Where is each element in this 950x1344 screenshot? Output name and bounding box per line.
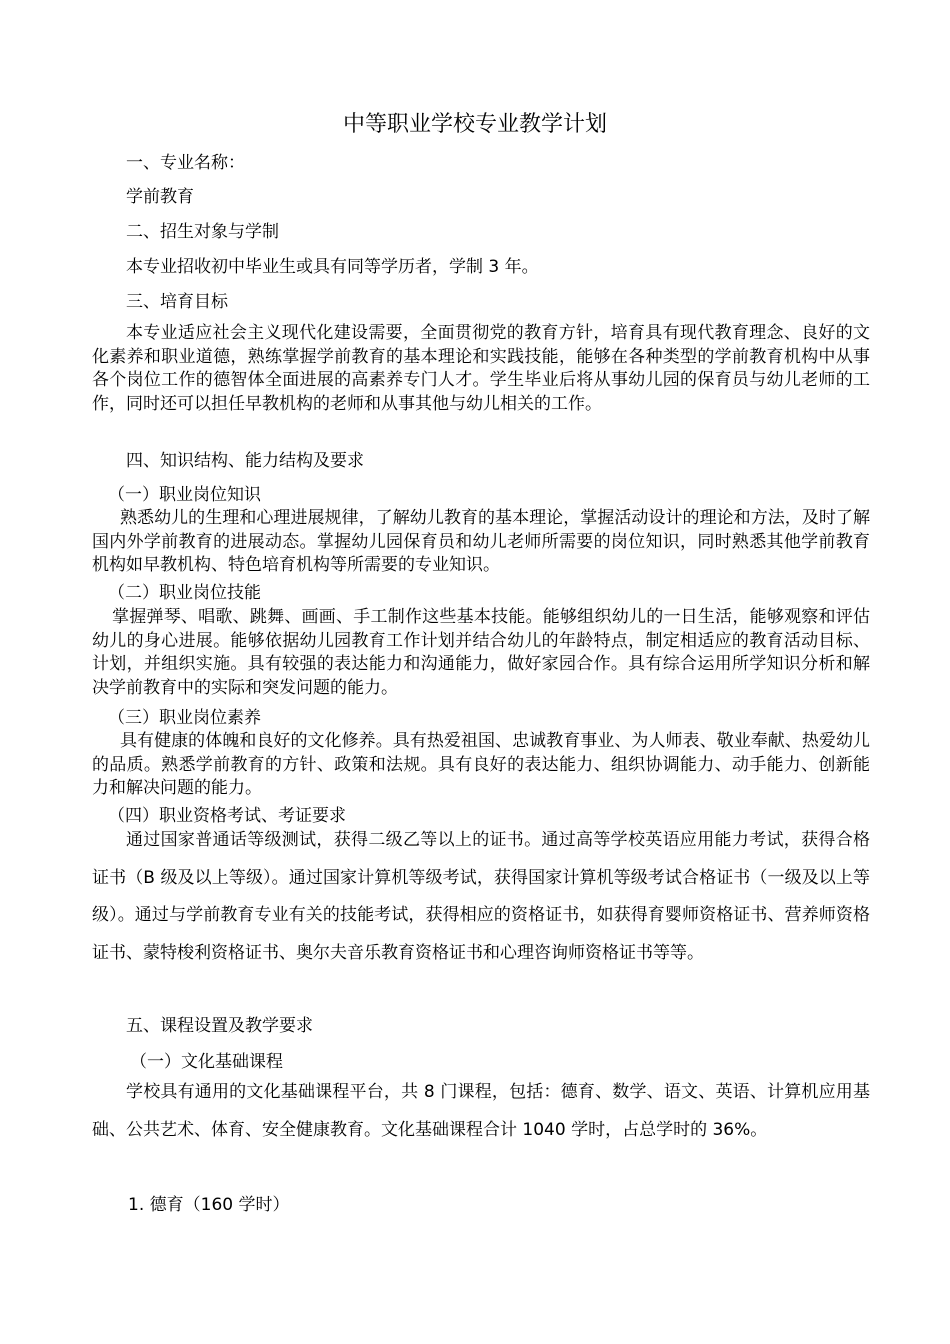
heading-objective: 三、培育目标 (126, 292, 228, 312)
document-title: 中等职业学校专业教学计划 (342, 112, 607, 137)
subheading-skills: （二）职业岗位技能 (108, 583, 261, 603)
knowledge-paragraph: 熟悉幼儿的生理和心理进展规律，了解幼儿教育的基本理论，掌握活动设计的理论和方法，及时了解国内外学前教育的进展动态。掌握幼儿园保育员和幼儿老师所需要的岗位知识，同时熟悉其他学前教育机构如早教机构、特色培育机构等所需要的专业知识。 (92, 508, 870, 575)
objective-paragraph: 本专业适应社会主义现代化建设需要，全面贯彻党的教育方针，培育具有现代教育理念、良好的文化素养和职业道德，熟练掌握学前教育的基本理论和实践技能，能够在各种类型的学前教育机构中从事各个岗位工作的德智体全面进展的高素养专门人才。学生毕业后将从事幼儿园的保育员与幼儿老师的工作，同时还可以担任早教机构的老师和从事其他与幼儿相关的工作。 (92, 323, 870, 414)
heading-structure: 四、知识结构、能力结构及要求 (126, 451, 364, 471)
subheading-quality: （三）职业岗位素养 (108, 708, 261, 728)
subheading-knowledge: （一）职业岗位知识 (108, 485, 261, 505)
skills-paragraph: 掌握弹琴、唱歌、跳舞、画画、手工制作这些基本技能。能够组织幼儿的一日生活，能够观察和评估幼儿的身心进展。能够依据幼儿园教育工作计划并结合幼儿的年龄特点，制定相适应的教育活动目标、计划，并组织实施。具有较强的表达能力和沟通能力，做好家园合作。具有综合运用所学知识分析和解决学前教育中的实际和突发问题的能力。 (92, 607, 870, 698)
heading-curriculum: 五、课程设置及教学要求 (126, 1016, 313, 1036)
heading-enrollment: 二、招生对象与学制 (126, 222, 279, 242)
subheading-culture-courses: （一）文化基础课程 (130, 1052, 283, 1072)
subheading-certification: （四）职业资格考试、考证要求 (108, 806, 346, 826)
quality-paragraph: 具有健康的体魄和良好的文化修养。具有热爱祖国、忠诚教育事业、为人师表、敬业奉献、热爱幼儿的品质。熟悉学前教育的方针、政策和法规。具有良好的表达能力、组织协调能力、动手能力、创新能力和解决问题的能力。 (92, 731, 870, 798)
heading-major-name: 一、专业名称： (126, 153, 245, 173)
course-item-moral-education: 1. 德育（160 学时） (128, 1195, 290, 1215)
culture-courses-paragraph: 学校具有通用的文化基础课程平台，共 8 门课程，包括：德育、数学、语文、英语、计算机应用基础、公共艺术、体育、安全健康教育。文化基础课程合计 1040 学时，占总学时的 36%。 (92, 1082, 870, 1140)
certification-paragraph: 通过国家普通话等级测试，获得二级乙等以上的证书。通过高等学校英语应用能力考试，获得合格证书（B 级及以上等级）。通过国家计算机等级考试，获得国家计算机等级考试合格证书（一级及以上等级）。通过与学前教育专业有关的技能考试，获得相应的资格证书，如获得育婴师资格证书、营养师资格证书、蒙特梭利资格证书、奥尔夫音乐教育资格证书和心理咨询师资格证书等等。 (92, 830, 870, 963)
enrollment-text: 本专业招收初中毕业生或具有同等学历者，学制 3 年。 (126, 257, 539, 277)
major-name-text: 学前教育 (126, 187, 194, 207)
